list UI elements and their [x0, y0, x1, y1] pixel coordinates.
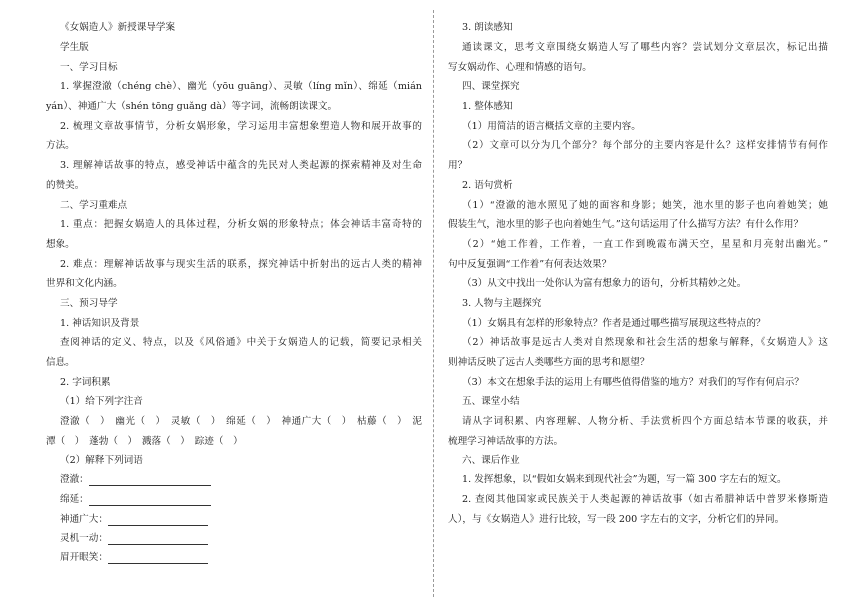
- right-text-line: 假装生气，池水里的影子也向着她生气。”这句话运用了什么描写方法？有什么作用？: [448, 219, 804, 230]
- left-text-line: 2. 字词积累: [60, 377, 111, 388]
- right-text-line: 梳理学习神话故事的方法。: [448, 436, 564, 447]
- vocab-answer-blank[interactable]: [108, 516, 208, 526]
- left-text-line: 2. 难点：理解神话故事与现实生活的联系，探究神话中折射出的远古人类的精神: [60, 259, 422, 270]
- right-text-line: 1. 整体感知: [462, 101, 513, 112]
- right-text-line: （2）文章可以分为几个部分？每个部分的主要内容是什么？这样安排情节有何作: [462, 140, 828, 151]
- vocab-term-label: 绵延：: [60, 494, 89, 505]
- left-text-line: 1. 掌握澄澈（chéng chè）、幽光（yōu guāng）、灵敏（líng mǐn）、绵延（mián: [60, 81, 422, 92]
- vocab-answer-blank[interactable]: [89, 496, 211, 506]
- vocab-fill-row: [46, 533, 208, 545]
- vocab-term-label: 神通广大：: [60, 514, 108, 525]
- right-text-line: 写女娲动作、心理和情感的语句。: [448, 62, 592, 73]
- right-text-line: 2. 查阅其他国家或民族关于人类起源的神话故事（如古希腊神话中普罗米修斯造: [462, 494, 828, 505]
- right-text-line: 人），与《女娲造人》进行比较，写一段 200 字左右的文字，分析它们的异同。: [448, 514, 785, 525]
- left-text-line: 澄澈（ ） 幽光（ ） 灵敏（ ） 绵延（ ） 神通广大（ ） 枯藤（ ） 泥: [60, 416, 422, 427]
- left-text-line: 查阅神话的定义、特点，以及《风俗通》中关于女娲造人的记载，简要记录相关: [60, 337, 422, 348]
- vocab-fill-row: [46, 494, 211, 506]
- right-text-line: （1）女娲具有怎样的形象特点？作者是通过哪些描写展现这些特点的？: [462, 318, 766, 329]
- vocab-term-label: 灵机一动：: [60, 533, 108, 544]
- right-text-line: 3. 人物与主题探究: [462, 298, 542, 309]
- right-text-line: 用？: [448, 160, 468, 171]
- column-divider: [433, 10, 434, 597]
- right-text-line: （2）“她工作着，工作着，一直工作到晚霞布满天空，星星和月亮射出幽光。”: [462, 239, 828, 250]
- right-text-line: 2. 语句赏析: [462, 180, 513, 191]
- left-text-line: 方法。: [46, 140, 75, 151]
- left-text-line: （2）解释下列词语: [60, 455, 143, 466]
- right-text-line: （1）“澄澈的池水照见了她的面容和身影；她笑，池水里的影子也向着她笑；她: [462, 200, 828, 211]
- right-text-line: 请从字词积累、内容理解、人物分析、手法赏析四个方面总结本节课的收获，并: [462, 416, 828, 427]
- right-text-line: 则神话反映了远古人类哪些方面的思考和愿望？: [448, 357, 650, 368]
- left-text-line: 想象。: [46, 239, 75, 250]
- vocab-answer-blank[interactable]: [108, 554, 208, 564]
- right-text-line: 五、课堂小结: [462, 396, 520, 407]
- vocab-answer-blank[interactable]: [108, 535, 208, 545]
- vocab-fill-row: [46, 552, 208, 564]
- left-text-line: 潭（ ） 蓬勃（ ） 溅落（ ） 踪迹（ ）: [46, 436, 243, 447]
- vocab-term-label: 澄澈：: [60, 474, 89, 485]
- left-text-line: 信息。: [46, 357, 75, 368]
- right-text-line: 四、课堂探究: [462, 81, 520, 92]
- right-text-line: （2）神话故事是远古人类对自然现象和社会生活的想象与解释，《女娲造人》这: [462, 337, 828, 348]
- left-text-line: 一、学习目标: [60, 62, 118, 73]
- right-text-line: （1）用简洁的语言概括文章的主要内容。: [462, 121, 641, 132]
- left-text-line: 《女娲造人》新授课导学案: [60, 22, 176, 33]
- left-text-line: 学生版: [60, 42, 89, 53]
- right-text-line: （3）从文中找出一处你认为富有想象力的语句，分析其精妙之处。: [462, 278, 747, 289]
- right-text-line: 1. 发挥想象，以“假如女娲来到现代社会”为题，写一篇 300 字左右的短文。: [462, 474, 787, 485]
- left-text-line: 三、预习导学: [60, 298, 118, 309]
- left-text-line: yán）、神通广大（shén tōng guǎng dà）等字词，流畅朗读课文。: [46, 101, 338, 112]
- right-text-line: 句中反复强调“工作着”有何表达效果？: [448, 259, 612, 270]
- left-text-line: 的赞美。: [46, 180, 85, 191]
- right-text-line: 3. 朗读感知: [462, 22, 513, 33]
- left-text-line: 1. 神话知识及背景: [60, 318, 140, 329]
- left-text-line: （1）给下列字注音: [60, 396, 143, 407]
- left-text-line: 2. 梳理文章故事情节，分析女娲形象，学习运用丰富想象塑造人物和展开故事的: [60, 121, 422, 132]
- vocab-term-label: 眉开眼笑：: [60, 552, 108, 563]
- vocab-fill-row: [46, 514, 208, 526]
- right-text-line: 六、课后作业: [462, 455, 520, 466]
- right-text-line: 通读课文，思考文章围绕女娲造人写了哪些内容？尝试划分文章层次，标记出描: [462, 42, 828, 53]
- right-text-line: （3）本文在想象手法的运用上有哪些值得借鉴的地方？对我们的写作有何启示？: [462, 377, 804, 388]
- left-text-line: 1. 重点：把握女娲造人的具体过程，分析女娲的形象特点；体会神话丰富奇特的: [60, 219, 422, 230]
- vocab-fill-row: [46, 474, 211, 486]
- left-text-line: 3. 理解神话故事的特点，感受神话中蕴含的先民对人类起源的探索精神及对生命: [60, 160, 422, 171]
- vocab-answer-blank[interactable]: [89, 476, 211, 486]
- left-text-line: 世界和文化内涵。: [46, 278, 123, 289]
- left-text-line: 二、学习重难点: [60, 200, 128, 211]
